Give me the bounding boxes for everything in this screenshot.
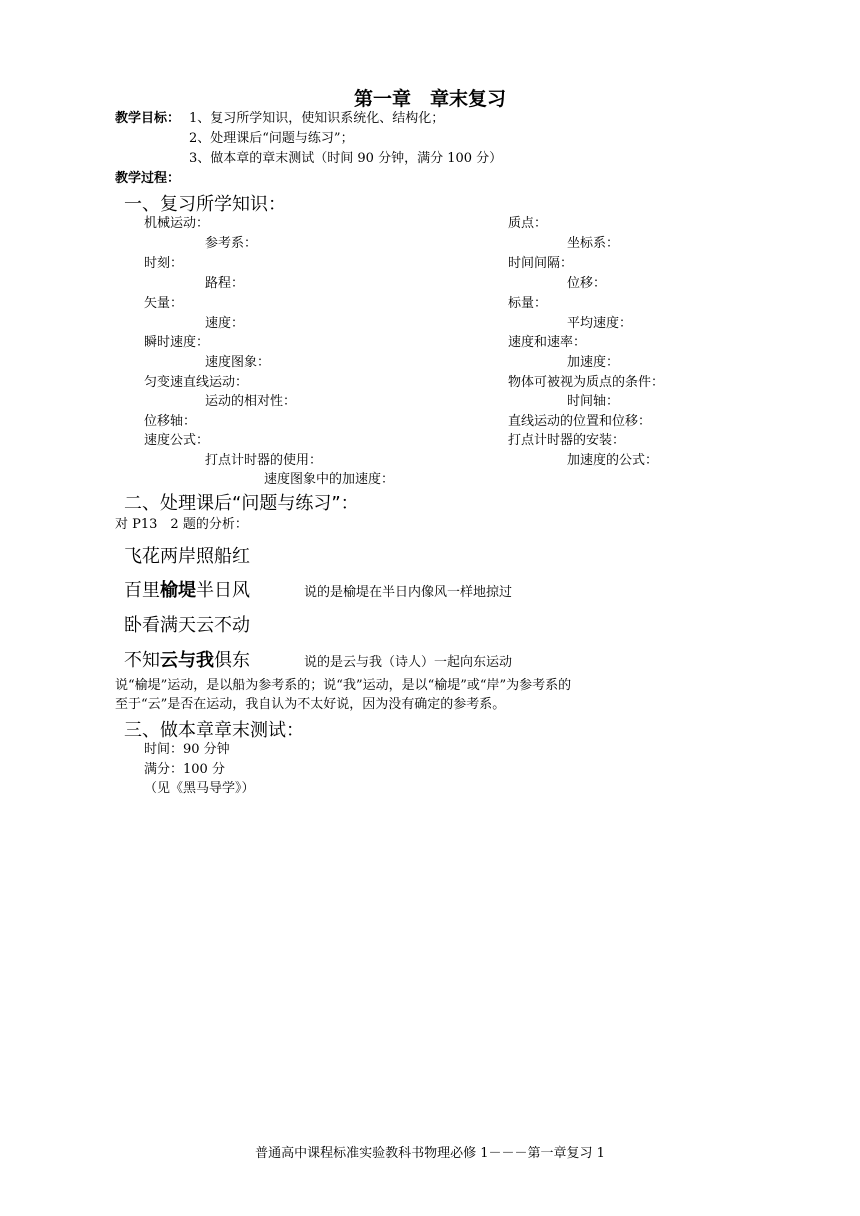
row-right: 速度和速率： — [508, 335, 587, 350]
row-right: 物体可被视为质点的条件： — [508, 375, 665, 390]
poem-line-3 — [124, 611, 250, 637]
row-left: 速度： — [205, 316, 245, 331]
row-left: 时刻： — [144, 256, 184, 271]
row-left: 位移轴： — [144, 414, 197, 429]
row-left: 矢量： — [144, 296, 184, 311]
poem-emphasis: 榆堤 — [160, 580, 196, 601]
row-right: 加速度： — [567, 355, 620, 370]
poem-line-2 — [124, 576, 250, 602]
row-right: 时间间隔： — [508, 256, 574, 271]
section1-heading: 一、复习所学知识： — [124, 194, 286, 215]
analysis-line-2: 至于“云”是否在运动，我自认为不太好说，因为没有确定的参考系。 — [115, 697, 506, 712]
row-right: 打点计时器的安装： — [508, 433, 626, 448]
page-footer: 普通高中课程标准实验教科书物理必修 1－－－第一章复习 1 — [255, 1146, 605, 1161]
row-left: 打点计时器的使用： — [205, 453, 323, 468]
poem-note-2: 说的是云与我（诗人）一起向东运动 — [304, 655, 513, 670]
row-left: 瞬时速度： — [144, 335, 210, 350]
row-right: 质点： — [508, 216, 548, 231]
row-left: 参考系： — [205, 236, 258, 251]
section2-intro: 对 P13 2 题的分析： — [115, 517, 248, 532]
section2-heading: 二、处理课后“问题与练习”： — [124, 493, 359, 514]
row-right: 时间轴： — [567, 394, 620, 409]
goals-label: 教学目标： — [115, 111, 181, 126]
section3-heading: 三、做本章章末测试： — [124, 720, 304, 741]
page-title: 第一章 章末复习 — [353, 88, 506, 110]
row-right: 平均速度： — [567, 316, 633, 331]
poem-emphasis: 云与我 — [160, 650, 214, 671]
row-left: 匀变速直线运动： — [144, 375, 249, 390]
test-reference: （见《黑马导学》） — [144, 781, 255, 796]
poem-line-1 — [124, 542, 250, 568]
process-label: 教学过程： — [115, 171, 181, 186]
poem-line-text: 百里 — [124, 580, 160, 601]
row-right: 坐标系： — [567, 236, 620, 251]
goal-item-3: 3、做本章的章末测试（时间 90 分钟，满分 100 分） — [189, 151, 503, 166]
poem-line-text: 半日风 — [196, 580, 250, 601]
row-right: 位移： — [567, 276, 607, 291]
poem-note-1: 说的是榆堤在半日内像风一样地掠过 — [304, 585, 513, 600]
row-right: 直线运动的位置和位移： — [508, 414, 652, 429]
poem-line-text: 不知 — [124, 650, 160, 671]
test-time: 时间：90 分钟 — [144, 742, 230, 757]
analysis-line-1: 说“榆堤”运动，是以船为参考系的；说“我”运动，是以“榆堤”或“岸”为参考系的 — [115, 678, 572, 693]
test-score: 满分：100 分 — [144, 762, 225, 777]
row-right: 标量： — [508, 296, 548, 311]
goal-item-1: 1、复习所学知识，使知识系统化、结构化； — [189, 111, 445, 126]
row-last: 速度图象中的加速度： — [264, 472, 395, 487]
row-right: 加速度的公式： — [567, 453, 659, 468]
row-left: 速度图象： — [205, 355, 271, 370]
row-left: 路程： — [205, 276, 245, 291]
poem-line-text: 卧看满天云不动 — [124, 615, 250, 636]
poem-line-4 — [124, 646, 250, 672]
row-left: 机械运动： — [144, 216, 210, 231]
poem-line-text: 俱东 — [214, 650, 250, 671]
goal-item-2: 2、处理课后“问题与练习”； — [189, 131, 354, 146]
row-left: 运动的相对性： — [205, 394, 297, 409]
row-left: 速度公式： — [144, 433, 210, 448]
poem-line-text: 飞花两岸照船红 — [124, 546, 250, 567]
